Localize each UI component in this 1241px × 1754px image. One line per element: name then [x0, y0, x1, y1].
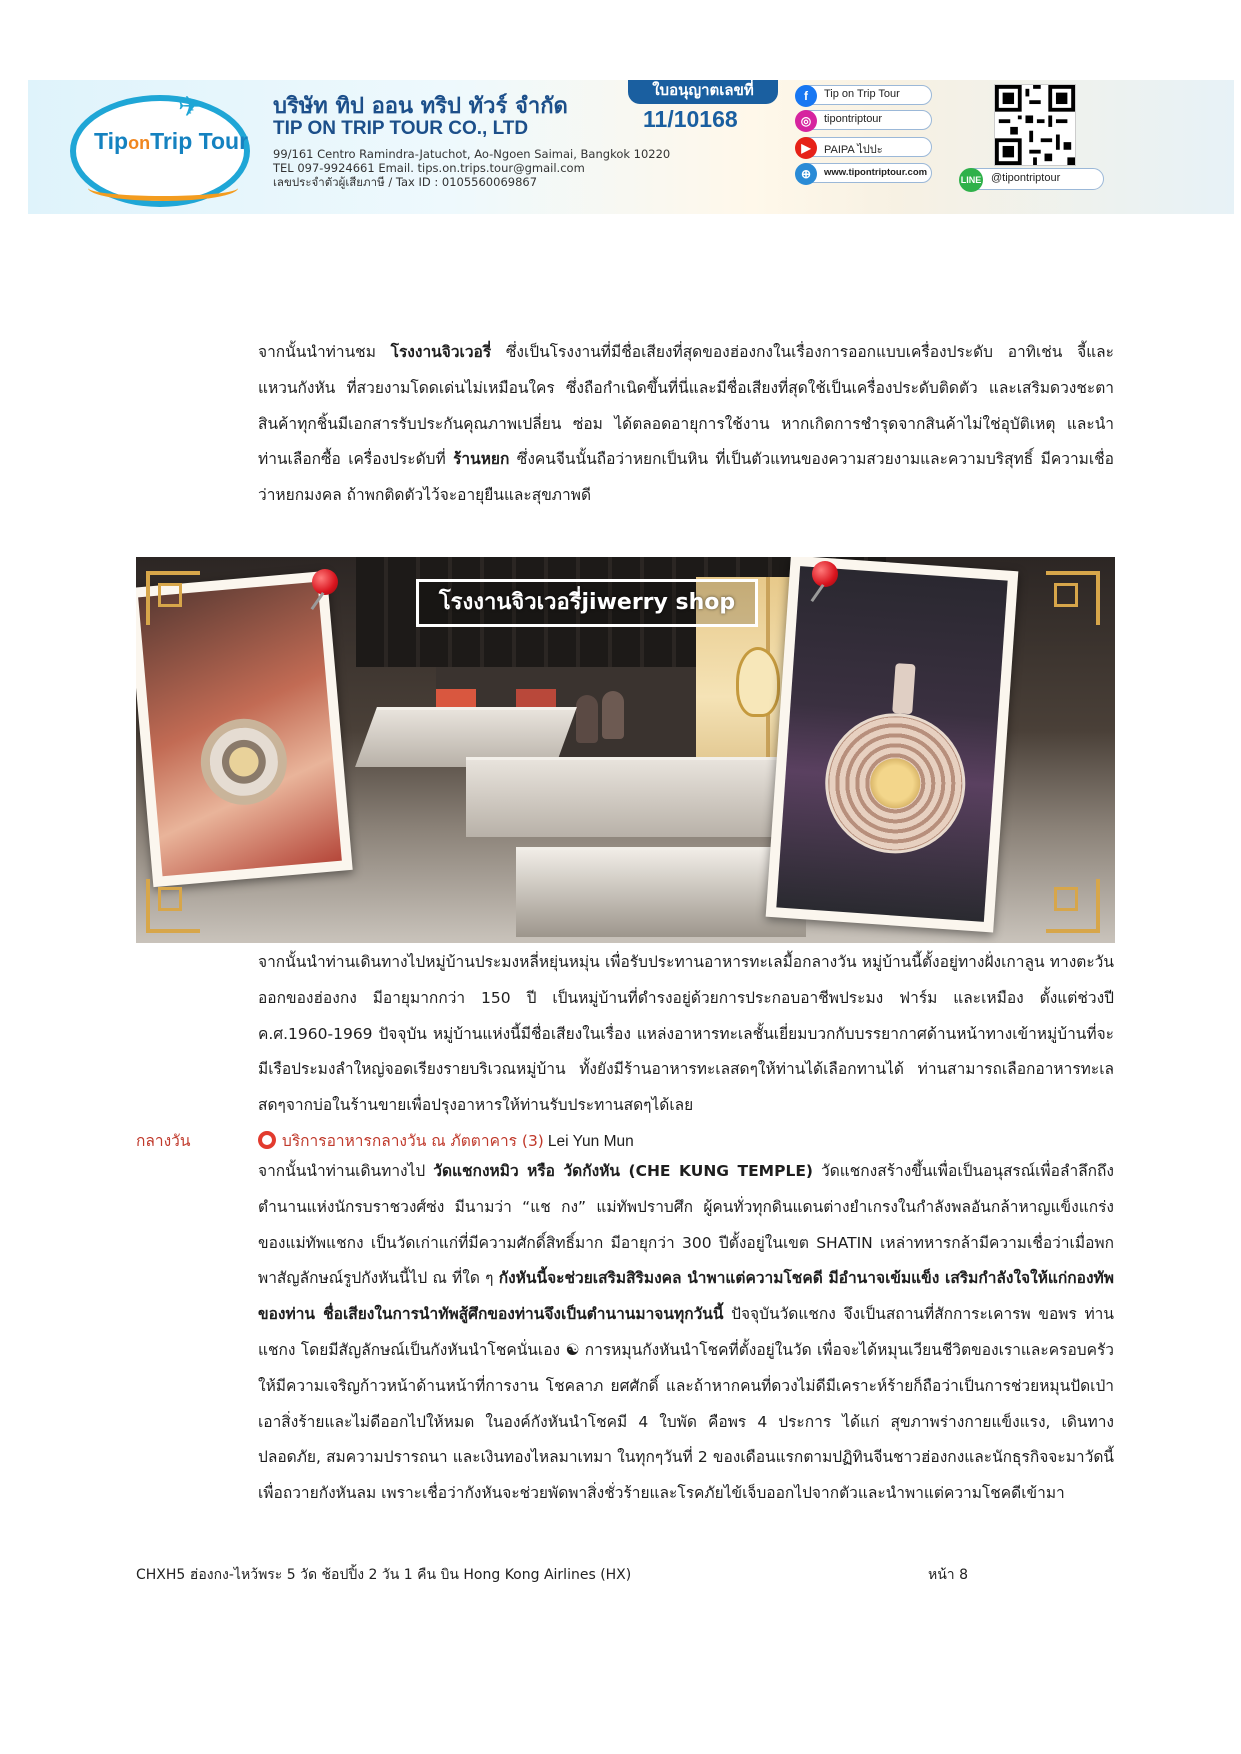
ornament-corner-icon: [1046, 879, 1100, 933]
footer-program-code: CHXH5 ฮ่องกง-ไหว้พระ 5 วัด ช้อปปิ้ง 2 วัน 1 คืน บิน Hong Kong Airlines (HX): [136, 1567, 632, 1583]
social-label: www.tipontriptour.com: [824, 167, 928, 178]
highlight-blessing: กังหันนี้จะช่วยเสริมสิริมงคล นำพาแต่ความโชคดี มีอำนาจเข้มแข็ง เสริมกำลังใจให้แก่กองทัพของท่าน ชื่อเสียงในการนำทัพสู้ศึกของท่านจึงเป็นตำนานมาจนทุกวันนี้: [258, 1269, 1114, 1324]
airplane-icon: ✈: [178, 90, 202, 123]
meal-service: บริการอาหารกลางวัน ณ ภัตตาคาร (3): [282, 1132, 544, 1150]
license-label: ใบอนุญาตเลขที่: [628, 80, 778, 104]
shop-staff: [576, 695, 598, 743]
social-label: Tip on Trip Tour: [824, 88, 900, 100]
website-icon: ⊕: [795, 163, 817, 185]
social-label: PAIPA ไปปะ: [824, 144, 883, 156]
social-instagram[interactable]: [796, 110, 932, 130]
social-label: tipontriptour: [824, 113, 883, 125]
header-banner: [28, 80, 1234, 214]
social-label: @tipontriptour: [991, 172, 1061, 184]
qr-code[interactable]: [994, 84, 1076, 166]
display-counter: [466, 757, 796, 837]
tax-id: เลขประจำตัวผู้เสียภาษี / Tax ID : 0105560069867: [273, 175, 538, 189]
social-line[interactable]: [960, 168, 1104, 190]
highlight-jade-shop: ร้านหยก: [453, 450, 510, 469]
logo-swoosh: [88, 175, 238, 201]
footer-page-number: หน้า 8: [928, 1567, 969, 1583]
paragraph-che-kung-temple: จากนั้นนำท่านเดินทางไป วัดแชกงหมิว หรือ วัดกังหัน (CHE KUNG TEMPLE) วัดแชกงสร้างขึ้นเพื่อเป็นอนุสรณ์เพื่อลำลึกถึงตำนานแห่งนักรบราชวงศ์ซ่ง มีนามว่า “แช กง” แม่ทัพปราบศึก ผู้คนทั่วทุกดินแดนต่างยำเกรงในกำลังพลอันกล้าหาญแข็งแกร่งของแม่ทัพแชกง เป็นวัดเก่าแก่ที่มีความศักดิ์สิทธิ์มาก มีอายุกว่า 300 ปีตั้งอยู่ในเขต SHATIN เหล่าทหารกล้ามีความเชื่อว่าเมื่อพก พาสัญลักษณ์รูปกังหันนี้ไป ณ ที่ใด ๆ กังหันนี้จะช่วยเสริมสิริมงคล นำพาแต่ความโชคดี มีอำนาจเข้มแข็ง เสริมกำลังใจให้แก่กองทัพของท่าน ชื่อเสียงในการนำทัพสู้ศึกของท่านจึงเป็นตำนานมาจนทุกวันนี้ ปัจจุบันวัดแชกง จึงเป็นสถานที่สักการะเคารพ ขอพร ท่านแชกง โดยมีสัญลักษณ์เป็นกังหันนำโชคนั่นเอง ☯ การหมุนกังหันนำโชคที่ตั้งอยู่ในวัด เพื่อจะได้หมุนเวียนชีวิตของเราและครอบครัวให้มีความเจริญก้าวหน้าด้านหน้าที่การงาน โชคลาภ ยศศักดิ์ และถ้าหากคนที่ดวงไม่ดีมีเคราะห์ร้ายก็ถือว่าเป็นการช่วยหมุนปัดเป่าเอาสิ่งร้ายและไม่ดีออกไปให้หมด ในองค์กังหันนำโชคมี 4 ใบพัด คือพร 4 ประการ ได้แก่ สุขภาพร่างกายแข็งแรง, เดินทางปลอดภัย, สมความปรารถนา และเงินทองไหลมาเทมา ในทุกๆวันที่ 2 ของเดือนแรกตามปฏิทินจีนชาวฮ่องกงและนักธุรกิจจะมาวัดนี้เพื่อถวายกังหันลม เพราะเชื่อว่ากังหันจะช่วยพัดพาสิ่งชั่วร้ายและโรคภัยไข้เจ็บออกไปจากตัวและนำพาแต่ความโชคดีเข้ามา: [258, 1162, 1114, 1503]
ornament-corner-icon: [146, 571, 200, 625]
social-website[interactable]: [796, 163, 932, 183]
company-address-block: [273, 147, 670, 189]
meal-time-label: กลางวัน: [136, 1132, 191, 1150]
paragraph-fishing-village: จากนั้นนำท่านเดินทางไปหมู่บ้านประมงหลี่หยุ่นหมุ่น เพื่อรับประทานอาหารทะเลมื้อกลางวัน หมู่บ้านนี้ตั้งอยู่ทางฝั่งเกาลูน ทางตะวันออกของฮ่องกง มีอายุมากกว่า 150 ปี เป็นหมู่บ้านที่ดำรงอยู่ด้วยการประกอบอาชีพประมง ฟาร์ม และเหมือง ตั้งแต่ช่วงปี ค.ศ.1960-1969 ปัจจุบัน หมู่บ้านแห่งนี้มีชื่อเสียงในเรื่อง แหล่งอาหารทะเลชั้นเยี่ยมบวกกับบรรยากาศด้านหน้าทางเข้าหมู่บ้านที่จะมีเรือประมงลำใหญ่จอดเรียงรายบริเวณหมู่บ้าน ทั้งยังมีร้านอาหารทะเลสดๆให้ท่านได้เลือกทานได้ ท่านสามารถเลือกอาหารทะเลสดๆจากบ่อในร้านขายเพื่อปรุงอาหารให้ท่านรับประทานสดๆได้เลย: [258, 953, 1114, 1115]
ornament-corner-icon: [146, 879, 200, 933]
ornament-corner-icon: [1046, 571, 1100, 625]
jewelry-shop-collage: [136, 557, 1115, 943]
display-counter: [516, 847, 806, 937]
license-number: 11/10168: [643, 106, 738, 132]
shop-staff: [602, 691, 624, 739]
pendant-photo: [766, 557, 1019, 933]
instagram-icon: ◎: [795, 110, 817, 132]
social-youtube[interactable]: [796, 137, 932, 157]
meal-line: [258, 1128, 634, 1153]
logo-text: TiponTrip Tour: [94, 128, 249, 154]
buddha-pendant-display: [736, 647, 780, 717]
youtube-icon: ▶: [795, 137, 817, 159]
collage-title: โรงงานจิวเวอรี่jiwerry shop: [416, 579, 758, 627]
highlight-temple-name: วัดแชกงหมิว หรือ วัดกังหัน (CHE KUNG TEMPLE): [433, 1162, 813, 1180]
contact-info: TEL 097-9924661 Email. tips.on.trips.tour@gmail.com: [273, 161, 585, 175]
highlight-jewelry-factory: โรงงานจิวเวอรี่: [390, 343, 492, 361]
meal-icon: [258, 1131, 276, 1149]
social-facebook[interactable]: [796, 85, 932, 105]
qr-code-graphic: [995, 85, 1075, 165]
line-icon: LINE: [959, 168, 983, 192]
restaurant-name: Lei Yun Mun: [547, 1133, 634, 1150]
paragraph-jewelry-factory: จากนั้นนำท่านชม โรงงานจิวเวอรี่ ซึ่งเป็นโรงงานที่มีชื่อเสียงที่สุดของฮ่องกงในเรื่องการออกแบบเครื่องประดับ อาทิเช่น จี้และแหวนกังหัน ที่สวยงามโดดเด่นไม่เหมือนใคร ซึ่งถือกำเนิดขึ้นที่นี่และมีชื่อเสียงที่สุดใช้เป็นเครื่องประดับติดตัว และเสริมดวงชะตา สินค้าทุกชิ้นมีเอกสารรับประกันคุณภาพเปลี่ยน ซ่อม ได้ตลอดอายุการใช้งาน หากเกิดการชำรุดจากสินค้าไม่ใช่อุบัติเหตุ และนำท่านเลือกซื้อ เครื่องประดับที่ ร้านหยก ซึ่งคนจีนนั้นถือว่าหยกเป็นหิน ที่เป็นตัวแทนของความสวยงามและความบริสุทธิ์ มีความเชื่อว่าหยกมงคล ถ้าพกติดตัวไว้จะอายุยืนและสุขภาพดี: [258, 343, 1115, 505]
push-pin-icon: [812, 561, 838, 587]
company-name-english: TIP ON TRIP TOUR CO., LTD: [273, 118, 529, 139]
address: 99/161 Centro Ramindra-Jatuchot, Ao-Ngoen Saimai, Bangkok 10220: [273, 147, 671, 161]
push-pin-icon: [312, 569, 338, 595]
company-name-thai: บริษัท ทิป ออน ทริป ทัวร์ จำกัด: [273, 94, 568, 119]
facebook-icon: f: [795, 85, 817, 107]
